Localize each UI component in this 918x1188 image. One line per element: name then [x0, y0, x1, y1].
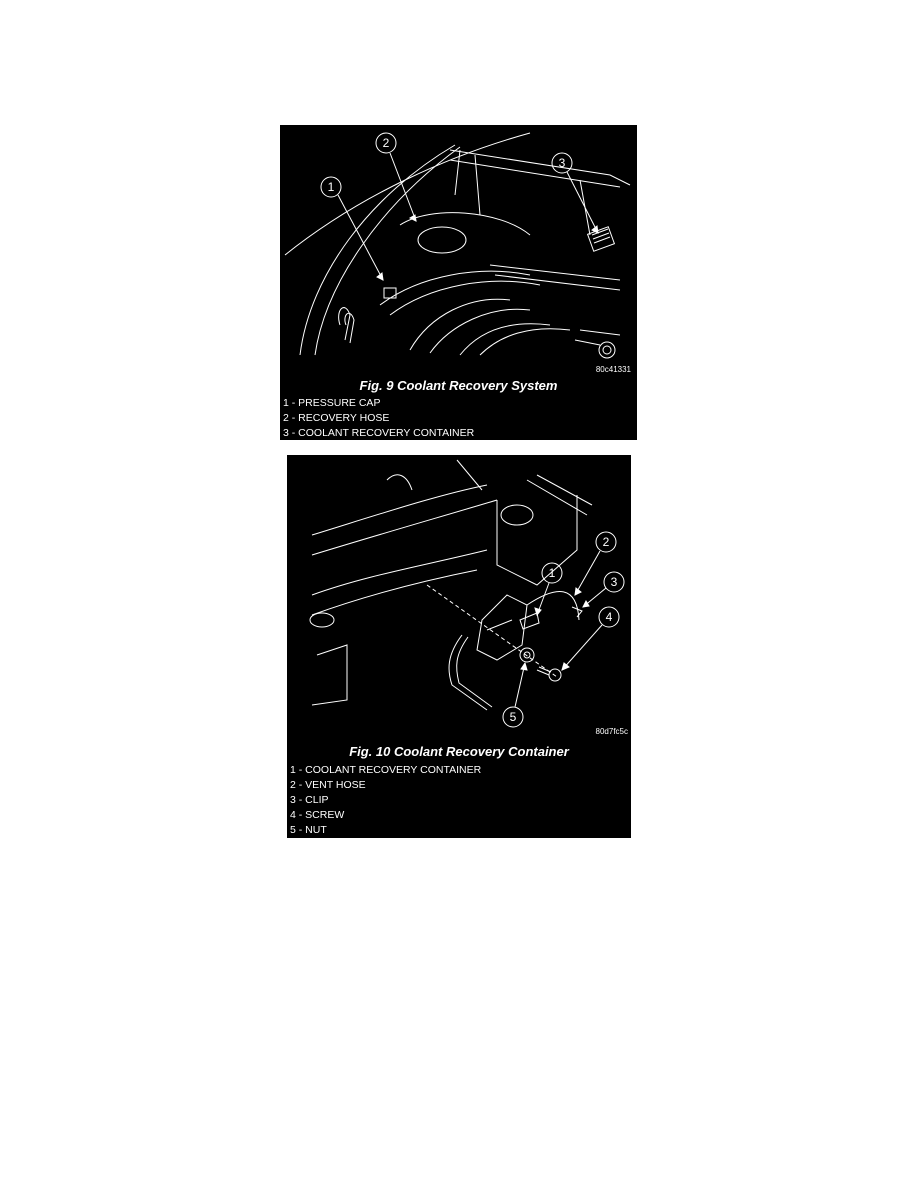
legend-item: 2 - RECOVERY HOSE	[283, 412, 390, 424]
callout-5: 5	[509, 710, 517, 724]
figure-legend	[283, 396, 474, 440]
figure-caption: Fig. 10 Coolant Recovery Container	[349, 744, 569, 759]
figure-caption: Fig. 9 Coolant Recovery System	[359, 378, 558, 393]
legend-item: 5 - NUT	[290, 824, 327, 836]
callout-1: 1	[327, 180, 335, 194]
container-mounting-illustration	[287, 455, 631, 735]
legend-item: 1 - PRESSURE CAP	[283, 397, 381, 409]
callout-2: 2	[602, 535, 610, 549]
figure-code: 80c41331	[595, 365, 631, 374]
legend-item: 1 - COOLANT RECOVERY CONTAINER	[290, 764, 482, 776]
callout-4: 4	[605, 610, 613, 624]
figure-coolant-recovery-system	[280, 125, 637, 440]
callout-1: 1	[548, 566, 556, 580]
legend-item: 2 - VENT HOSE	[290, 779, 366, 791]
figure-legend	[290, 763, 481, 838]
legend-item: 3 - COOLANT RECOVERY CONTAINER	[283, 427, 475, 439]
callout-2: 2	[382, 136, 390, 150]
legend-item: 4 - SCREW	[290, 809, 345, 821]
figure-coolant-recovery-container	[287, 455, 631, 838]
figure-code: 80d7fc5c	[595, 727, 628, 736]
callout-3: 3	[610, 575, 618, 589]
legend-item: 3 - CLIP	[290, 794, 329, 806]
callout-3: 3	[558, 156, 566, 170]
engine-bay-illustration	[280, 125, 637, 365]
